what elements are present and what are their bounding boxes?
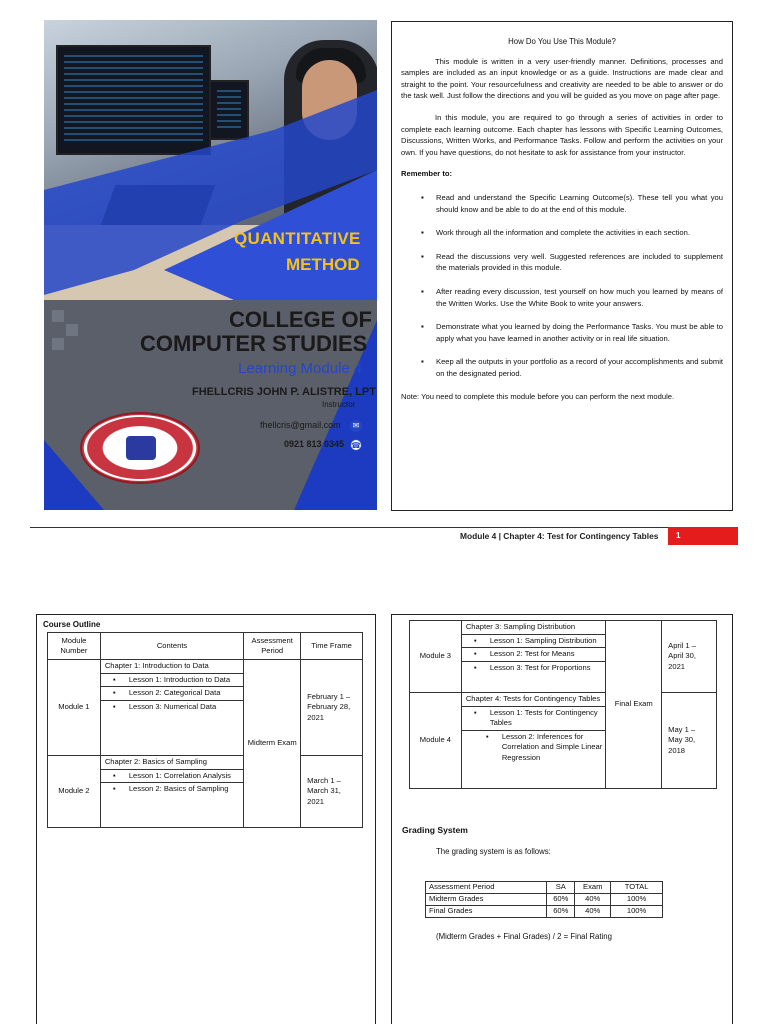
- table-cell: 40%: [575, 894, 611, 906]
- time-frame: February 1 – February 28, 2021: [301, 660, 363, 756]
- list-item: ▪ After reading every discussion, test yourself on how much you learned by means of the Written Works. Use the White Book to write your answers.: [436, 286, 723, 309]
- lesson-item: ▪ Lesson 2: Categorical Data: [101, 687, 243, 701]
- completion-note: Note: You need to complete this module before you can perform the next module.: [401, 392, 675, 402]
- table-cell: 100%: [611, 906, 663, 918]
- list-item: ▪ Read the discussions very well. Suggested references are included to supplement the materials provided in this module.: [436, 251, 723, 274]
- assessment-period: Midterm Exam: [244, 660, 301, 828]
- module-number: Module 1: [48, 660, 101, 756]
- module-cover: [44, 20, 377, 510]
- time-frame: April 1 – April 30, 2021: [662, 621, 717, 693]
- table-cell: Final Grades: [426, 906, 547, 918]
- module-number: Module 2: [48, 756, 101, 828]
- lesson-item: ▪ Lesson 3: Numerical Data: [101, 700, 243, 713]
- column-header: Time Frame: [301, 633, 363, 660]
- page-number: 1: [668, 527, 738, 545]
- lesson-item: ▪ Lesson 3: Test for Proportions: [462, 661, 606, 674]
- course-outline-table: [47, 632, 363, 828]
- footer-title: Module 4 | Chapter 4: Test for Contingency Tables: [460, 531, 659, 541]
- lesson-item: ▪ Lesson 1: Sampling Distribution: [462, 634, 606, 648]
- table-row: [426, 906, 663, 918]
- column-header: Module Number: [48, 633, 101, 660]
- column-header: Assessment Period: [244, 633, 301, 660]
- table-cell: 40%: [575, 906, 611, 918]
- cover-title-line1: QUANTITATIVE: [234, 229, 361, 248]
- remember-list: [401, 192, 723, 380]
- table-row: [48, 660, 363, 756]
- lesson-item: ▪ Lesson 1: Introduction to Data: [101, 673, 243, 687]
- table-header-row: [48, 633, 363, 660]
- chapter-title: Chapter 3: Sampling Distribution: [462, 621, 606, 634]
- column-header: SA: [547, 882, 575, 894]
- author-phone: 0921 813 0345: [284, 439, 345, 449]
- cover-title-line2: METHOD: [286, 255, 360, 274]
- author-email: fhellcris@gmail.com: [260, 420, 341, 430]
- course-outline-title: Course Outline: [43, 620, 101, 629]
- time-frame: May 1 – May 30, 2018: [662, 693, 717, 789]
- list-item: ▪ Keep all the outputs in your portfolio as a record of your accomplishments and submit on the designated period.: [436, 356, 723, 379]
- grading-table: [425, 881, 663, 918]
- module-number: Module 3: [410, 621, 462, 693]
- final-rating-formula: (Midterm Grades + Final Grades) / 2 = Final Rating: [436, 932, 612, 941]
- table-header-row: [426, 882, 663, 894]
- module-number: Module 4: [410, 693, 462, 789]
- course-outline-table-continued: [409, 620, 717, 789]
- lesson-item: ▪ Lesson 2: Basics of Sampling: [101, 783, 243, 796]
- how-to-use-section: [391, 21, 733, 511]
- column-header: Assessment Period: [426, 882, 547, 894]
- lesson-item: ▪ Lesson 2: Test for Means: [462, 648, 606, 662]
- lesson-item: ▪ Lesson 1: Correlation Analysis: [101, 769, 243, 783]
- lesson-item: ▪ Lesson 1: Tests for Contingency Tables: [462, 706, 606, 730]
- table-row: [410, 621, 717, 693]
- phone-icon: ☎: [351, 441, 361, 450]
- table-cell: 60%: [547, 906, 575, 918]
- time-frame: March 1 – March 31, 2021: [301, 756, 363, 828]
- lesson-item: ▪ Lesson 2: Inferences for Correlation and Simple Linear Regression: [462, 730, 606, 764]
- how-to-use-paragraph: In this module, you are required to go through a series of activities in order to complete each learning outcome. Each chapter has lessons with Specific Learning Outcomes, Discussions, Written Works, and Performance Tasks. Follow and perform the activities on your own. If you have questions, do not hesitate to ask for assistance from your instructor.: [401, 112, 723, 157]
- grading-system-title: Grading System: [402, 825, 468, 835]
- column-header: Contents: [100, 633, 243, 660]
- how-to-use-paragraph: This module is written in a very user-friendly manner. Definitions, processes and samples are included as an input knowledge or as a guide. Instructions are made clear and straight to the point. Your resourcefulness and creativity are needed to be able to answer or do the task well. Just follow the directions and you will be guided as you move on page after page.: [401, 56, 723, 101]
- seal-emblem: [126, 436, 156, 460]
- remember-heading: Remember to:: [401, 169, 453, 179]
- academy-seal-logo: [80, 412, 200, 484]
- table-row: [426, 894, 663, 906]
- college-name-line2: COMPUTER STUDIES: [140, 331, 368, 356]
- course-outline-continued-section: [391, 614, 733, 1024]
- table-cell: 60%: [547, 894, 575, 906]
- column-header: TOTAL: [611, 882, 663, 894]
- college-name-line1: COLLEGE OF: [229, 307, 372, 332]
- course-outline-section: [36, 614, 376, 1024]
- author-name: FHELLCRIS JOHN P. ALISTRE, LPT: [192, 386, 376, 398]
- table-cell: Midterm Grades: [426, 894, 547, 906]
- chapter-title: Chapter 2: Basics of Sampling: [101, 756, 243, 769]
- list-item: ▪ Work through all the information and complete the activities in each section.: [436, 227, 723, 239]
- grading-system-description: The grading system is as follows:: [436, 847, 551, 856]
- list-item: ▪ Demonstrate what you learned by doing the Performance Tasks. You must be able to apply what you have learned in another activity or in real life situation.: [436, 321, 723, 344]
- column-header: Exam: [575, 882, 611, 894]
- footer-divider: [30, 527, 738, 528]
- how-to-use-title: How Do You Use This Module?: [508, 37, 616, 46]
- author-role: Instructor: [322, 400, 356, 409]
- table-row: [410, 693, 717, 789]
- assessment-period: Final Exam: [606, 621, 662, 789]
- table-cell: 100%: [611, 894, 663, 906]
- table-row: [48, 756, 363, 828]
- chapter-title: Chapter 1: Introduction to Data: [101, 660, 243, 673]
- list-item: ▪ Read and understand the Specific Learning Outcome(s). These tell you what you should know and be able to do at the end of this module.: [436, 192, 723, 215]
- chapter-title: Chapter 4: Tests for Contingency Tables: [462, 693, 606, 706]
- email-icon: ✉: [350, 420, 362, 432]
- module-label: Learning Module 4: [238, 360, 363, 377]
